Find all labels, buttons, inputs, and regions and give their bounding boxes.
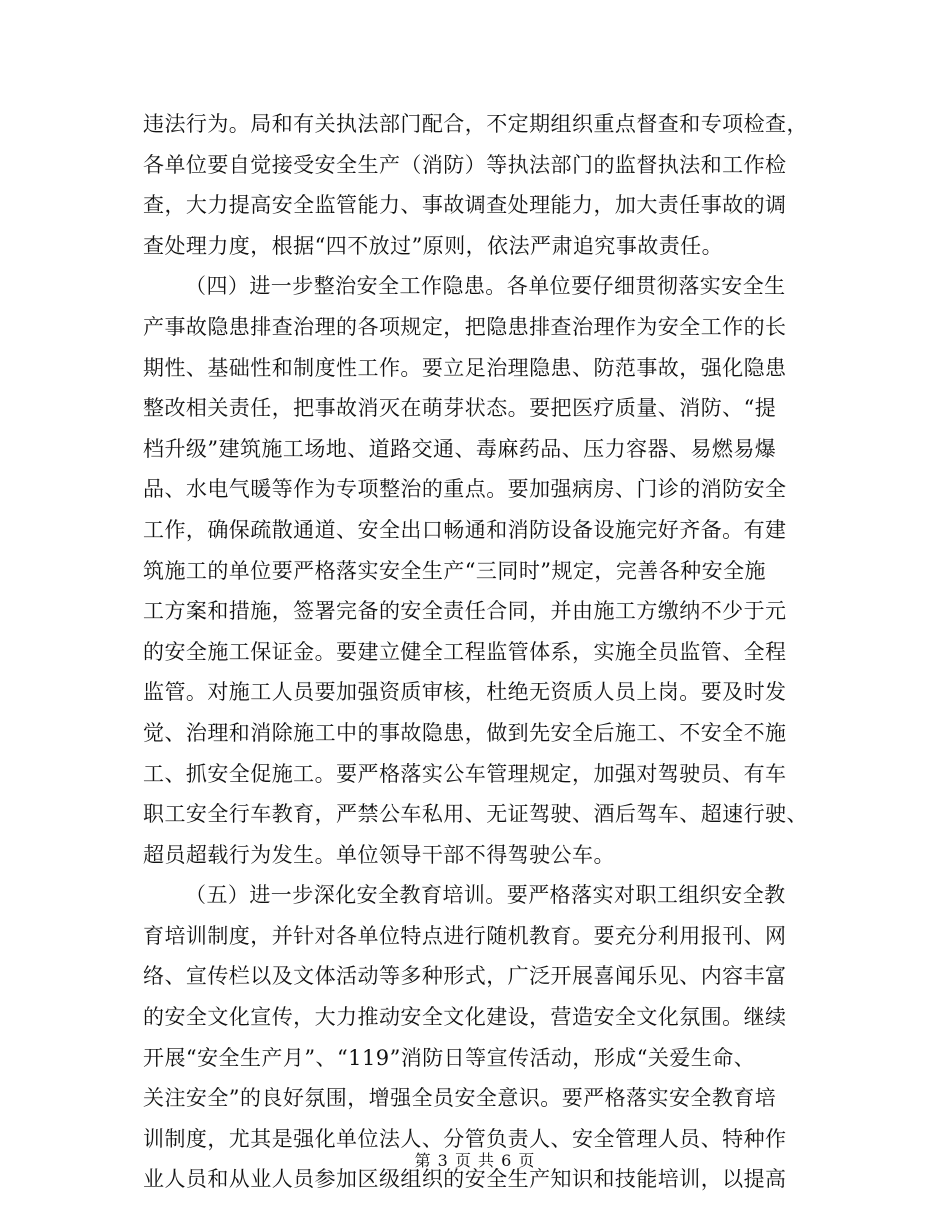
text-line: 筑施工的单位要严格落实安全生产“三同时”规定，完善各种安全施 (143, 558, 766, 583)
text-line: 工作，确保疏散通道、安全出口畅通和消防设备设施完好齐备。有建 (143, 517, 787, 542)
text-line: 查处理力度，根据“四不放过”原则，依法严肃追究事故责任。 (143, 233, 724, 258)
text-line: 整改相关责任，把事故消灭在萌芽状态。要把医疗质量、消防、“提 (143, 396, 777, 421)
text-line: 各单位要自觉接受安全生产（消防）等执法部门的监督执法和工作检 (143, 152, 787, 177)
text-line: 关注安全”的良好氛围，增强全员安全意识。要严格落实安全教育培 (143, 1086, 777, 1111)
page-number: 第 3 页 共 6 页 (414, 1151, 536, 1170)
text-line: 产事故隐患排查治理的各项规定，把隐患排查治理作为安全工作的长 (143, 314, 787, 339)
text-line: 职工安全行车教育，严禁公车私用、无证驾驶、酒后驾车、超速行驶、 (143, 802, 808, 827)
text-line: 训制度，尤其是强化单位法人、分管负责人、安全管理人员、特种作 (143, 1126, 787, 1151)
text-line: 觉、治理和消除施工中的事故隐患，做到先安全后施工、不安全不施 (143, 720, 787, 745)
text-line: 的安全施工保证金。要建立健全工程监管体系，实施全员监管、全程 (143, 639, 787, 664)
text-line: （五）进一步深化安全教育培训。要严格落实对职工组织安全教 (185, 883, 786, 908)
text-line: 品、水电气暖等作为专项整治的重点。要加强病房、门诊的消防安全 (143, 477, 787, 502)
text-line: 超员超载行为发生。单位领导干部不得驾驶公车。 (143, 842, 615, 867)
text-line: 工方案和措施，签署完备的安全责任合同，并由施工方缴纳不少于元 (143, 599, 787, 624)
text-line: 工、抓安全促施工。要严格落实公车管理规定，加强对驾驶员、有车 (143, 761, 787, 786)
text-line: （四）进一步整治安全工作隐患。各单位要仔细贯彻落实安全生 (185, 274, 786, 299)
text-line: 监管。对施工人员要加强资质审核，杜绝无资质人员上岗。要及时发 (143, 680, 787, 705)
document-body (143, 104, 808, 1200)
text-line: 违法行为。局和有关执法部门配合，不定期组织重点督查和专项检查， (143, 112, 808, 136)
text-line: 期性、基础性和制度性工作。要立足治理隐患、防范事故，强化隐患 (143, 355, 787, 380)
text-line: 育培训制度，并针对各单位特点进行随机教育。要充分利用报刊、网 (143, 923, 787, 948)
text-line: 档升级”建筑施工场地、道路交通、毒麻药品、压力容器、易燃易爆 (143, 436, 777, 461)
text-line: 开展“安全生产月”、“119”消防日等宣传活动，形成“关爱生命、 (143, 1045, 756, 1070)
text-line: 的安全文化宣传，大力推动安全文化建设，营造安全文化氛围。继续 (143, 1005, 787, 1030)
text-line: 络、宣传栏以及文体活动等多种形式，广泛开展喜闻乐见、内容丰富 (143, 964, 787, 989)
text-line: 业人员和从业人员参加区级组织的安全生产知识和技能培训，以提高 (143, 1167, 787, 1192)
text-line: 查，大力提高安全监管能力、事故调查处理能力，加大责任事故的调 (143, 193, 787, 218)
